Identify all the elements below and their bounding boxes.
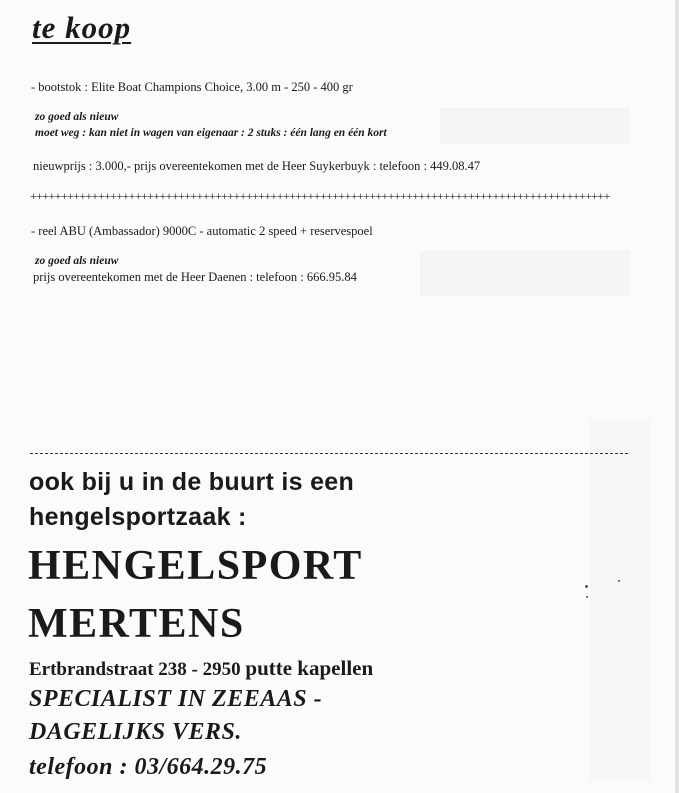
- shop-town: putte kapellen: [245, 656, 374, 680]
- ad1-note: moet weg : kan niet in wagen van eigenaar : 2 stuks : één lang en één kort: [35, 127, 387, 139]
- ad2-price: prijs overeentekomen met de Heer Daenen : telefoon : 666.95.84: [33, 270, 357, 284]
- scan-speck: [585, 585, 588, 588]
- advert-line-2: hengelsportzaak :: [29, 503, 247, 531]
- shop-name-line-1: HENGELSPORT: [28, 543, 363, 589]
- ad2-condition: zo goed als nieuw: [35, 255, 119, 267]
- ad2-item: - reel ABU (Ambassador) 9000C - automatic 2 speed + reservespoel: [31, 224, 373, 238]
- scan-speck: [618, 580, 620, 582]
- plus-separator: ++++++++++++++++++++++++++++++++++++++++++++++++++++++++++++++++++++++++++++++++++++++++++++++: [30, 189, 610, 203]
- bleed-through-block-1: [440, 108, 630, 144]
- shop-specialty-2: DAGELIJKS VERS.: [29, 719, 242, 745]
- ad1-item: - bootstok : Elite Boat Champions Choice, 3.00 m - 250 - 400 gr: [31, 80, 353, 94]
- page-heading: te koop: [32, 10, 132, 45]
- ad1-condition: zo goed als nieuw: [35, 111, 119, 123]
- shop-specialty-1: SPECIALIST IN ZEEAAS -: [29, 686, 323, 712]
- scan-edge: [675, 0, 679, 793]
- advert-line-1: ook bij u in de buurt is een: [29, 468, 355, 496]
- shop-street: Ertbrandstraat 238 - 2950: [29, 659, 241, 680]
- dashed-separator: [30, 453, 628, 454]
- ad1-price: nieuwprijs : 3.000,- prijs overeentekomen met de Heer Suykerbuyk : telefoon : 449.08.47: [33, 159, 481, 173]
- shop-address: [29, 656, 373, 681]
- shop-phone: telefoon : 03/664.29.75: [29, 754, 268, 780]
- shop-name-line-2: MERTENS: [28, 601, 245, 647]
- bleed-through-block-3: [590, 420, 650, 780]
- scan-speck: [586, 596, 588, 598]
- bleed-through-block-2: [420, 250, 630, 296]
